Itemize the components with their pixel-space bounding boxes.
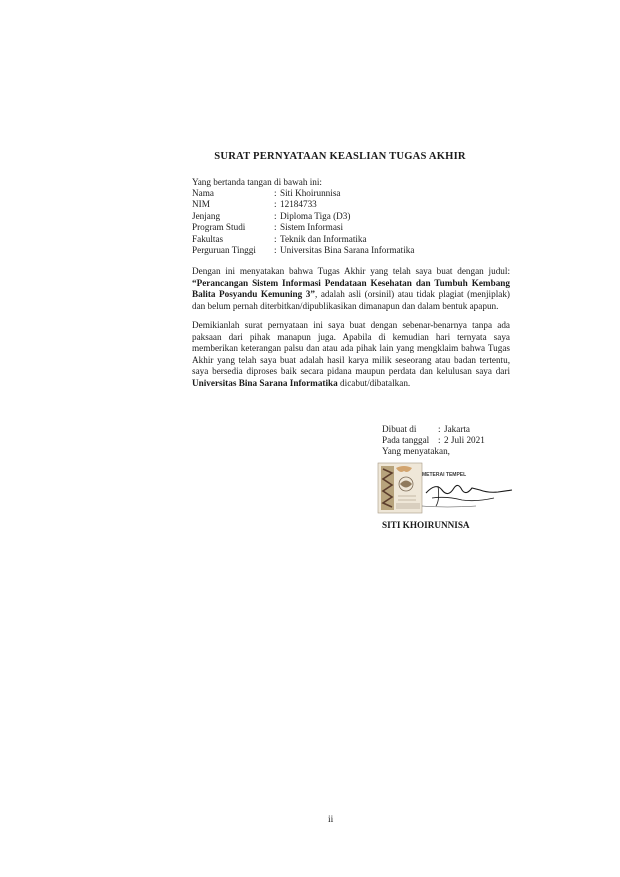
meterai-label: METERAI TEMPEL (422, 472, 467, 478)
date-separator: : (438, 435, 441, 446)
thesis-title: “Perancangan Sistem Informasi Pendataan Kesehatan dan Tumbuh Kembang Balita Posyandu Kemuning 3” (192, 277, 510, 300)
field-separator: : (274, 222, 277, 233)
institution-name: Universitas Bina Sarana Informatika (192, 377, 338, 388)
signer-name: SITI KHOIRUNNISA (382, 520, 470, 530)
field-label: Nama (192, 188, 214, 198)
field-value: Sistem Informasi (280, 222, 344, 233)
stamp-and-signature (376, 460, 516, 520)
field-row-jenjang (192, 211, 414, 222)
field-value: Siti Khoirunnisa (280, 188, 341, 198)
field-separator: : (274, 210, 277, 221)
declaration-text: Demikianlah surat pernyataan ini saya buat dengan sebenar-benarnya tanpa ada paksaan dari pihak manapun juga. Apabila di kemudian hari ternyata saya memberikan keterangan palsu dan atau ada pihak lain yang mengklaim bahwa Tugas Akhir yang telah saya buat adalah hasil karya milik seseorang atau badan tertentu, saya bersedia diproses baik secara pidana maupun perdata dan kelulusan saya dari (192, 320, 510, 377)
field-row-perguruan-tinggi (192, 245, 414, 256)
field-row-nama (192, 188, 414, 199)
page-number: ii (328, 815, 334, 825)
field-value: Universitas Bina Sarana Informatika (280, 244, 415, 255)
field-label: Fakultas (192, 233, 224, 244)
field-separator: : (274, 199, 277, 210)
field-row-nim (192, 199, 414, 210)
field-separator: : (274, 244, 277, 255)
field-value: Teknik dan Informatika (280, 233, 367, 244)
field-label: Program Studi (192, 222, 246, 233)
statement-lead: Dengan ini menyatakan bahwa Tugas Akhir yang telah saya buat dengan judul: (192, 266, 510, 276)
field-label: NIM (192, 199, 210, 210)
place-label: Dibuat di (382, 424, 417, 434)
place-separator: : (438, 424, 441, 434)
identity-fields (192, 188, 414, 256)
meterai-stamp-image (376, 460, 516, 520)
declaration-paragraph (192, 320, 510, 390)
field-label: Jenjang (192, 210, 221, 221)
field-value: 12184733 (280, 199, 317, 210)
intro-text: Yang bertanda tangan di bawah ini: (192, 177, 322, 187)
signature-info (382, 424, 485, 458)
place-row (382, 424, 485, 435)
field-row-program-studi (192, 222, 414, 233)
date-row (382, 435, 485, 446)
date-value: 2 Juli 2021 (444, 435, 485, 446)
closing-text: Yang menyatakan, (382, 446, 450, 457)
field-value: Diploma Tiga (D3) (280, 210, 351, 221)
statement-rest: , adalah asli (orsinil) atau tidak plagiat (menjiplak) dan belum pernah diterbitkan/dipublikasikan dimanapun dan dalam bentuk apapun. (192, 289, 510, 311)
document-title: SURAT PERNYATAAN KEASLIAN TUGAS AKHIR (214, 151, 466, 162)
statement-paragraph (192, 266, 510, 312)
declaration-tail: dicabut/dibatalkan. (337, 377, 411, 388)
field-separator: : (274, 188, 277, 198)
field-label: Perguruan Tinggi (192, 244, 256, 255)
place-value: Jakarta (444, 424, 471, 434)
field-row-fakultas (192, 234, 414, 245)
date-label: Pada tanggal (382, 435, 430, 446)
field-separator: : (274, 233, 277, 244)
